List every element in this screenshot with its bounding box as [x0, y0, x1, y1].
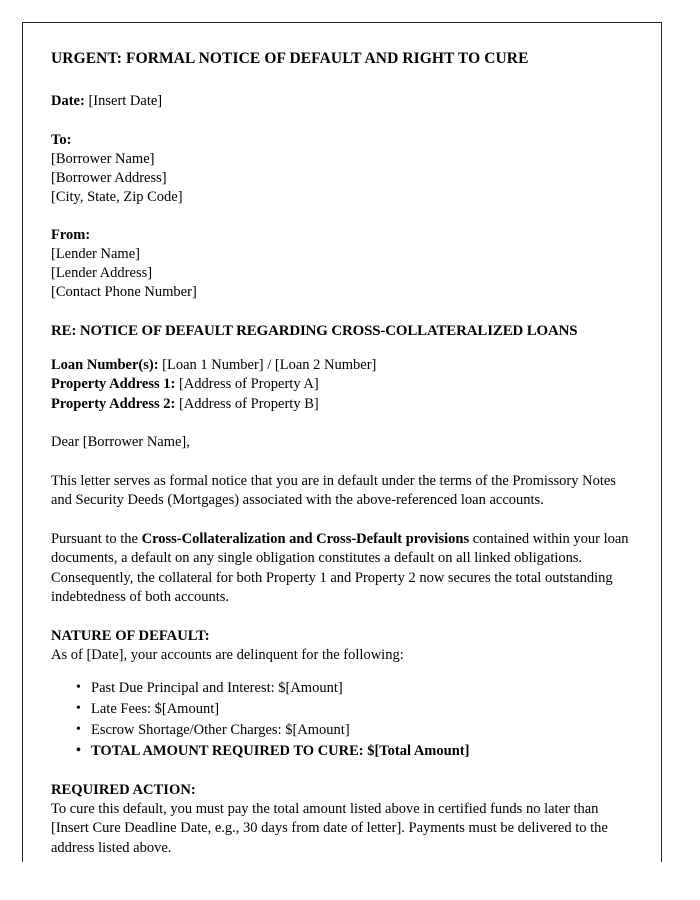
nature-of-default-intro: As of [Date], your accounts are delinquent for the following: [51, 647, 404, 664]
property-address-1-label: Property Address 1: [51, 376, 176, 393]
page-title: URGENT: FORMAL NOTICE OF DEFAULT AND RIGHT TO CURE [51, 50, 529, 67]
loan-number-value: [Loan 1 Number] / [Loan 2 Number] [162, 356, 377, 373]
spacer [51, 341, 633, 356]
recipient-line-1: [Borrower Name] [51, 150, 155, 167]
loan-details-block [51, 356, 633, 414]
date-line [51, 92, 633, 111]
spacer [51, 414, 633, 433]
spacer [51, 303, 633, 322]
paragraph-text-after-bold: contained within your loan documents, a default on any single obligation constitutes a default on all linked obligations. Consequently, the collateral for both Property 1 and Property 2 now secures the total outstanding indebtedness of both accounts. [51, 530, 629, 606]
paragraph-default-notice: This letter serves as formal notice that you are in default under the terms of the Promissory Notes and Security Deeds (Mortgages) associated with the above-referenced loan accounts. [51, 472, 616, 509]
date-value: [Insert Date] [88, 93, 163, 110]
recipient-heading: To: [51, 131, 72, 148]
delinquency-list [51, 678, 633, 762]
nature-of-default-heading: NATURE OF DEFAULT: [51, 627, 210, 644]
property-address-2-label: Property Address 2: [51, 395, 176, 412]
list-item: • Late Fees: $[Amount] [91, 699, 633, 720]
spacer [51, 608, 633, 627]
spacer [51, 762, 633, 781]
date-label: Date: [51, 93, 85, 110]
paragraph-cross-collateralization [51, 530, 633, 608]
required-action-heading: REQUIRED ACTION: [51, 781, 196, 798]
list-item-total-amount: • TOTAL AMOUNT REQUIRED TO CURE: $[Total Amount] [91, 741, 633, 762]
recipient-line-2: [Borrower Address] [51, 169, 167, 186]
recipient-block [51, 131, 633, 208]
salutation: Dear [Borrower Name], [51, 434, 190, 451]
property-address-1-row [51, 375, 633, 394]
sender-line-2: [Lender Address] [51, 265, 153, 282]
recipient-line-3: [City, State, Zip Code] [51, 188, 183, 205]
spacer [51, 207, 633, 226]
property-address-2-value: [Address of Property B] [178, 395, 319, 412]
required-action-body: To cure this default, you must pay the total amount listed above in certified funds no later than [Insert Cure Deadline Date, e.g., 30 days from date of letter]. Payments must be delivered to the address listed above. [51, 800, 608, 857]
sender-heading: From: [51, 227, 91, 243]
cross-default-provisions-emphasis: Cross-Collateralization and Cross-Default provisions [141, 530, 470, 547]
sender-block [51, 226, 633, 303]
paragraph-text-before-bold: Pursuant to the [51, 530, 142, 547]
sender-line-1: [Lender Name] [51, 246, 140, 263]
property-address-2-row [51, 395, 633, 414]
sender-line-3: [Contact Phone Number] [51, 284, 197, 301]
spacer [51, 511, 633, 530]
loan-number-label: Loan Number(s): [51, 356, 159, 373]
loan-number-row [51, 356, 633, 375]
property-address-1-value: [Address of Property A] [178, 376, 319, 393]
document-page [22, 22, 662, 862]
list-item: • Past Due Principal and Interest: $[Amount] [91, 678, 633, 699]
document-body [23, 23, 661, 859]
re-subject-heading: RE: NOTICE OF DEFAULT REGARDING CROSS-COLLATERALIZED LOANS [51, 322, 578, 339]
spacer [51, 453, 633, 472]
spacer [51, 112, 633, 131]
list-item: • Escrow Shortage/Other Charges: $[Amount] [91, 720, 633, 741]
